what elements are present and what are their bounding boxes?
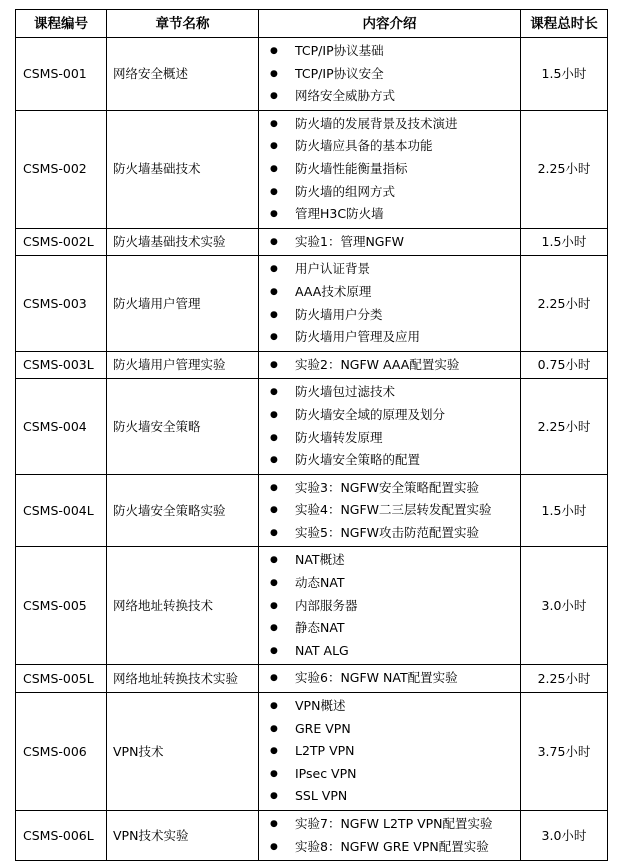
list-item: ● 动态NAT	[265, 572, 520, 595]
chapter-name: 网络安全概述	[107, 38, 259, 111]
course-code: CSMS-001	[16, 38, 107, 111]
table-body	[16, 38, 608, 861]
content-list	[265, 813, 520, 858]
course-hours: 3.75小时	[521, 693, 608, 811]
course-code: CSMS-006	[16, 693, 107, 811]
chapter-name: VPN技术实验	[107, 811, 259, 861]
content-cell	[259, 693, 521, 811]
chapter-name: 网络地址转换技术	[107, 547, 259, 665]
list-item: ● 实验4：NGFW二三层转发配置实验	[265, 499, 520, 522]
list-item: ● 内部服务器	[265, 595, 520, 618]
list-item: ● 实验7：NGFW L2TP VPN配置实验	[265, 813, 520, 836]
chapter-name: 防火墙用户管理	[107, 256, 259, 351]
header-hours: 课程总时长	[521, 10, 608, 38]
content-list	[265, 667, 520, 690]
content-cell	[259, 547, 521, 665]
content-cell	[259, 811, 521, 861]
list-item: ● L2TP VPN	[265, 740, 520, 763]
chapter-name: 防火墙基础技术	[107, 110, 259, 228]
list-item: ● 防火墙用户管理及应用	[265, 326, 520, 349]
list-item: ● IPsec VPN	[265, 763, 520, 786]
course-hours: 1.5小时	[521, 474, 608, 547]
list-item: ● 防火墙的组网方式	[265, 181, 520, 204]
course-code: CSMS-004	[16, 379, 107, 474]
table-row	[16, 38, 608, 111]
course-hours: 1.5小时	[521, 228, 608, 256]
content-list	[265, 40, 520, 108]
table-row	[16, 811, 608, 861]
chapter-name: 防火墙安全策略实验	[107, 474, 259, 547]
list-item: ● 实验2：NGFW AAA配置实验	[265, 354, 520, 377]
content-list	[265, 113, 520, 226]
list-item: ● 静态NAT	[265, 617, 520, 640]
list-item: ● 实验8：NGFW GRE VPN配置实验	[265, 836, 520, 859]
course-code: CSMS-002	[16, 110, 107, 228]
course-hours: 0.75小时	[521, 351, 608, 379]
course-hours: 2.25小时	[521, 379, 608, 474]
course-code: CSMS-006L	[16, 811, 107, 861]
table-row	[16, 379, 608, 474]
list-item: ● TCP/IP协议安全	[265, 63, 520, 86]
table-row	[16, 665, 608, 693]
table-row	[16, 547, 608, 665]
content-cell	[259, 379, 521, 474]
course-hours: 2.25小时	[521, 110, 608, 228]
table-row	[16, 351, 608, 379]
list-item: ● GRE VPN	[265, 718, 520, 741]
list-item: ● 用户认证背景	[265, 258, 520, 281]
header-name: 章节名称	[107, 10, 259, 38]
list-item: ● 防火墙的发展背景及技术演进	[265, 113, 520, 136]
list-item: ● 防火墙安全域的原理及划分	[265, 404, 520, 427]
course-code: CSMS-002L	[16, 228, 107, 256]
course-table	[15, 9, 608, 861]
course-hours: 3.0小时	[521, 811, 608, 861]
list-item: ● 防火墙安全策略的配置	[265, 449, 520, 472]
chapter-name: 防火墙安全策略	[107, 379, 259, 474]
table-row	[16, 474, 608, 547]
course-hours: 2.25小时	[521, 256, 608, 351]
table-row	[16, 110, 608, 228]
chapter-name: VPN技术	[107, 693, 259, 811]
course-code: CSMS-003	[16, 256, 107, 351]
chapter-name: 网络地址转换技术实验	[107, 665, 259, 693]
list-item: ● 防火墙转发原理	[265, 427, 520, 450]
content-cell	[259, 110, 521, 228]
table-row	[16, 256, 608, 351]
content-list	[265, 695, 520, 808]
content-cell	[259, 228, 521, 256]
header-content: 内容介绍	[259, 10, 521, 38]
table-row	[16, 693, 608, 811]
content-list	[265, 354, 520, 377]
course-code: CSMS-005	[16, 547, 107, 665]
content-cell	[259, 351, 521, 379]
course-code: CSMS-003L	[16, 351, 107, 379]
content-cell	[259, 665, 521, 693]
content-list	[265, 549, 520, 662]
list-item: ● 网络安全威胁方式	[265, 85, 520, 108]
list-item: ● AAA技术原理	[265, 281, 520, 304]
chapter-name: 防火墙用户管理实验	[107, 351, 259, 379]
table-header-row	[16, 10, 608, 38]
list-item: ● 防火墙用户分类	[265, 304, 520, 327]
list-item: ● 防火墙应具备的基本功能	[265, 135, 520, 158]
course-hours: 1.5小时	[521, 38, 608, 111]
list-item: ● 实验1：管理NGFW	[265, 231, 520, 254]
course-hours: 2.25小时	[521, 665, 608, 693]
list-item: ● SSL VPN	[265, 785, 520, 808]
list-item: ● NAT ALG	[265, 640, 520, 663]
course-hours: 3.0小时	[521, 547, 608, 665]
content-cell	[259, 38, 521, 111]
list-item: ● 管理H3C防火墙	[265, 203, 520, 226]
content-list	[265, 477, 520, 545]
chapter-name: 防火墙基础技术实验	[107, 228, 259, 256]
header-code: 课程编号	[16, 10, 107, 38]
list-item: ● VPN概述	[265, 695, 520, 718]
list-item: ● 实验6：NGFW NAT配置实验	[265, 667, 520, 690]
content-list	[265, 231, 520, 254]
content-list	[265, 381, 520, 471]
list-item: ● 防火墙性能衡量指标	[265, 158, 520, 181]
list-item: ● 实验5：NGFW攻击防范配置实验	[265, 522, 520, 545]
content-list	[265, 258, 520, 348]
content-cell	[259, 256, 521, 351]
course-code: CSMS-005L	[16, 665, 107, 693]
course-code: CSMS-004L	[16, 474, 107, 547]
list-item: ● 防火墙包过滤技术	[265, 381, 520, 404]
list-item: ● NAT概述	[265, 549, 520, 572]
table-row	[16, 228, 608, 256]
list-item: ● TCP/IP协议基础	[265, 40, 520, 63]
content-cell	[259, 474, 521, 547]
list-item: ● 实验3：NGFW安全策略配置实验	[265, 477, 520, 500]
